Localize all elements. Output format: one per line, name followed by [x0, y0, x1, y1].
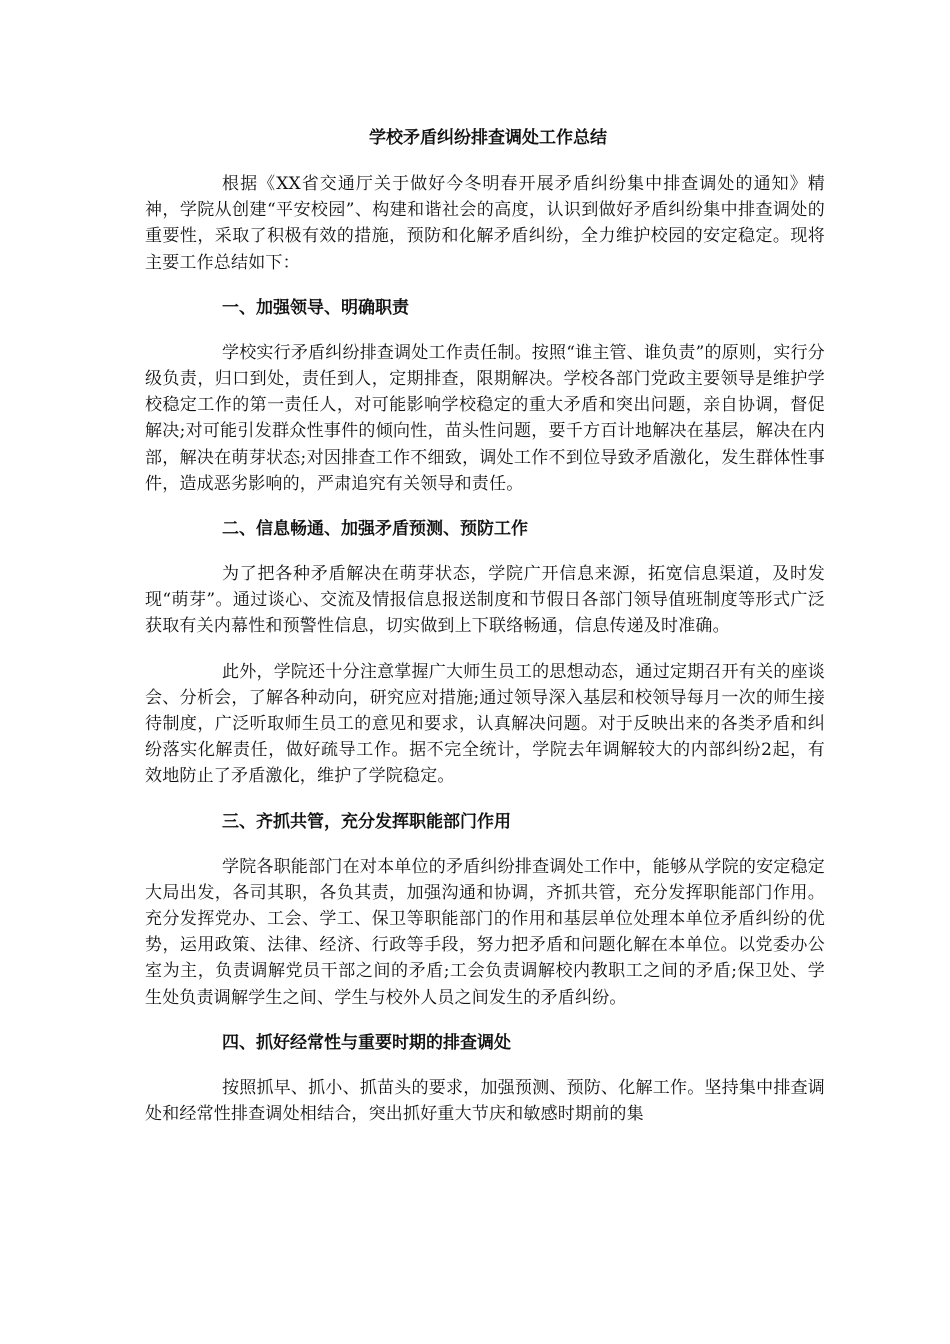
section-4-heading: 四、抓好经常性与重要时期的排查调处 [222, 1032, 511, 1053]
section-3-paragraph-1: 学院各职能部门在对本单位的矛盾纠纷排查调处工作中，能够从学院的安定稳定大局出发，各司其职，各负其责，加强沟通和协调，齐抓共管，充分发挥职能部门作用。充分发挥党办、工会、学工、保卫等职能部门的作用和基层单位处理本单位矛盾纠纷的优势，运用政策、法律、经济、行政等手段，努力把矛盾和问题化解在本单位。以党委办公室为主，负责调解党员干部之间的矛盾;工会负责调解校内教职工之间的矛盾;保卫处、学生处负责调解学生之间、学生与校外人员之间发生的矛盾纠纷。 [145, 856, 825, 1008]
section-1-paragraph-1: 学校实行矛盾纠纷排查调处工作责任制。按照“谁主管、谁负责”的原则，实行分级负责，归口到处，责任到人，定期排查，限期解决。学校各部门党政主要领导是维护学校稳定工作的第一责任人，对可能影响学校稳定的重大矛盾和突出问题，亲自协调，督促解决;对可能引发群众性事件的倾向性，苗头性问题，要千方百计地解决在基层，解决在内部，解决在萌芽状态;对因排查工作不细致，调处工作不到位导致矛盾激化，发生群体性事件，造成恶劣影响的，严肃追究有关领导和责任。 [145, 342, 825, 494]
section-3-heading: 三、齐抓共管，充分发挥职能部门作用 [222, 811, 511, 832]
section-2-paragraph-1: 为了把各种矛盾解决在萌芽状态，学院广开信息来源，拓宽信息渠道，及时发现“萌芽”。通过谈心、交流及情报信息报送制度和节假日各部门领导值班制度等形式广泛获取有关内幕性和预警性信息，切实做到上下联络畅通，信息传递及时准确。 [145, 564, 825, 637]
section-2-heading: 二、信息畅通、加强矛盾预测、预防工作 [222, 519, 528, 540]
document-body [145, 124, 825, 1146]
document-title: 学校矛盾纠纷排查调处工作总结 [369, 128, 607, 148]
section-4-paragraph-1: 按照抓早、抓小、抓苗头的要求，加强预测、预防、化解工作。坚持集中排查调处和经常性排查调处相结合，突出抓好重大节庆和敏感时期前的集 [145, 1077, 825, 1125]
section-1-heading: 一、加强领导、明确职责 [222, 297, 409, 318]
intro-paragraph: 根据《XX省交通厅关于做好今冬明春开展矛盾纠纷集中排查调处的通知》精神，学院从创建“平安校园”、构建和谐社会的高度，认识到做好矛盾纠纷集中排查调处的重要性，采取了积极有效的措施，预防和化解矛盾纠纷，全力维护校园的安定稳定。现将主要工作总结如下： [145, 174, 825, 273]
section-2-paragraph-2: 此外，学院还十分注意掌握广大师生员工的思想动态，通过定期召开有关的座谈会、分析会，了解各种动向，研究应对措施;通过领导深入基层和校领导每月一次的师生接待制度，广泛听取师生员工的意见和要求，认真解决问题。对于反映出来的各类矛盾和纠纷落实化解责任，做好疏导工作。据不完全统计，学院去年调解较大的内部纠纷2起，有效地防止了矛盾激化，维护了学院稳定。 [145, 661, 825, 787]
